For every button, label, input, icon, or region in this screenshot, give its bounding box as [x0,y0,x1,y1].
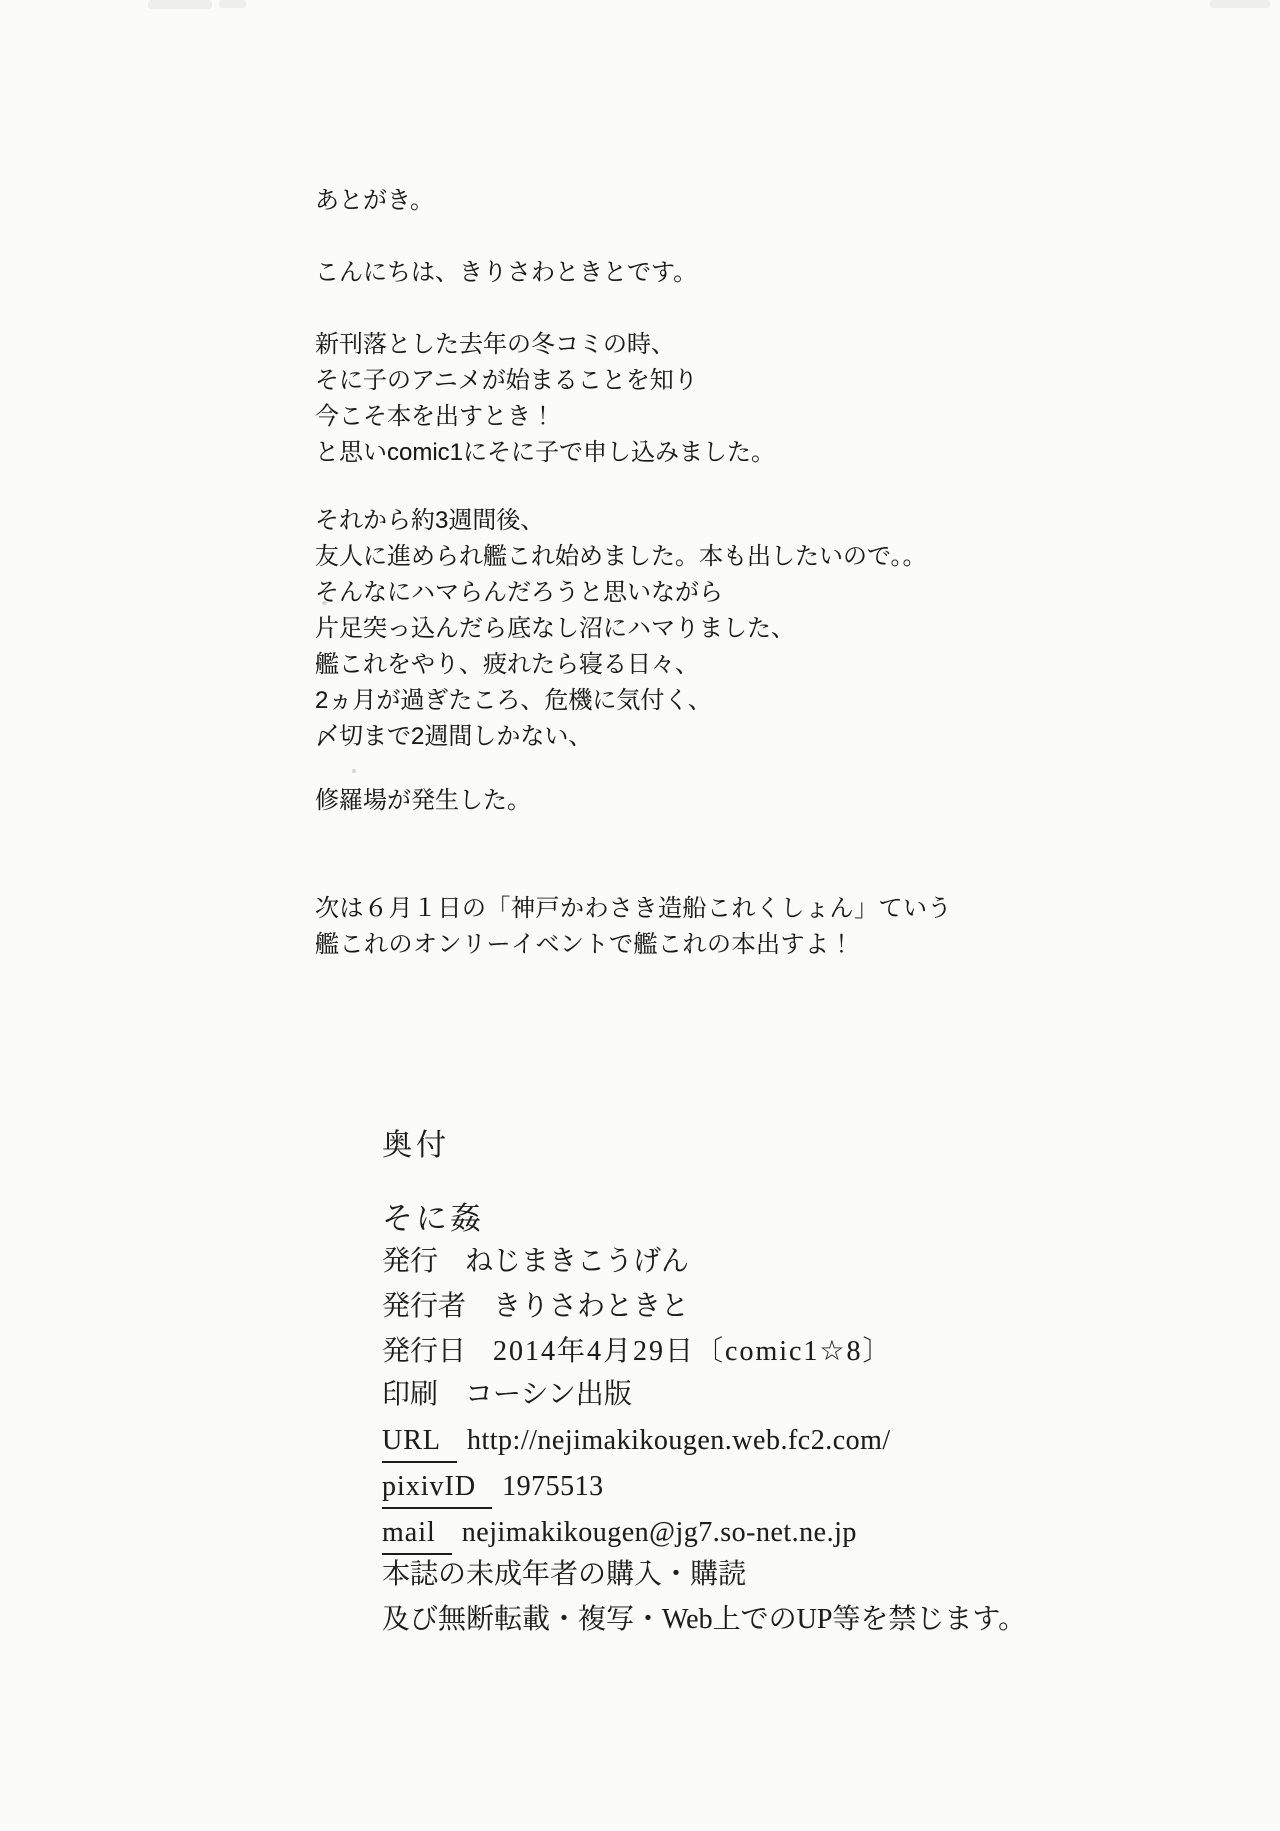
text-line: と思いcomic1にそに子で申し込みました。 [315,439,776,466]
colophon-row-publish-date [382,1335,893,1369]
colophon-label: 発行者 [382,1291,467,1322]
afterword-paragraph [315,783,531,819]
colophon-value: ねじまきこうげん [465,1246,690,1277]
text-line: そに子のアニメが始まることを知り [315,367,698,394]
colophon-label: 発行日 [382,1336,467,1367]
colophon-heading: 奥付 [382,1129,450,1162]
afterword-paragraph [315,503,927,755]
colophon-value: コーシン出版 [465,1379,632,1410]
text-line: 次は６月１日の「神戸かわさき造船これくしょん」ていう [315,895,952,922]
text-line: 艦これのオンリーイベントで艦これの本出すよ！ [315,931,854,958]
colophon-label: URL [382,1424,457,1463]
colophon-row-publisher-circle [382,1245,689,1279]
colophon-row-publisher-person [382,1290,689,1324]
colophon-value: http://nejimakikougen.web.fc2.com/ [467,1425,891,1456]
colophon-label: 発行 [382,1246,439,1277]
notice-line: 本誌の未成年者の購入・購読 [382,1559,747,1590]
afterword-paragraph [315,183,434,219]
colophon-row-pixiv-id [382,1470,604,1509]
text-line: 修羅場が発生した。 [315,787,531,814]
colophon-label: 印刷 [382,1379,439,1410]
text-line: 今こそ本を出すとき！ [315,403,555,430]
colophon-row-printer [382,1378,632,1412]
text-line: 友人に進められ艦これ始めました。本も出したいので。。 [315,543,927,570]
book-title: そに姦 [382,1201,484,1236]
scan-artifact [219,0,246,8]
text-line: 新刊落とした去年の冬コミの時、 [315,331,675,358]
colophon-row-url [382,1424,891,1463]
colophon-value: nejimakikougen@jg7.so-net.ne.jp [461,1517,857,1548]
text-line: それから約3週間後、 [315,507,545,534]
colophon-row-mail [382,1516,857,1555]
text-line: こんにちは、きりさわときとです。 [315,259,698,286]
colophon-value: きりさわときと [493,1291,690,1322]
afterword-paragraph [315,327,775,471]
afterword-paragraph [315,891,952,963]
colophon-label: mail [382,1516,452,1555]
text-line: そんなにハマらんだろうと思いながら [315,579,723,606]
text-line: 片足突っ込んだら底なし沼にハマりました、 [315,615,795,642]
text-line: 2ヵ月が過ぎたころ、危機に気付く、 [315,687,712,714]
scan-speck [352,769,356,773]
text-line: 〆切まで2週間しかない、 [315,723,593,750]
scan-artifact [1210,0,1270,8]
notice-line: 及び無断転載・複写・Web上でのUP等を禁じます。 [382,1604,1027,1635]
colophon-value: 1975513 [502,1471,604,1502]
afterword-paragraph [315,255,697,291]
text-line: 艦これをやり、疲れたら寝る日々、 [315,651,699,678]
colophon-section [382,1128,1182,1688]
colophon-value: 2014年4月29日〔comic1☆8〕 [493,1336,893,1367]
text-line: あとがき。 [315,187,435,214]
colophon-label: pixivID [382,1470,492,1509]
scan-artifact [148,0,212,9]
